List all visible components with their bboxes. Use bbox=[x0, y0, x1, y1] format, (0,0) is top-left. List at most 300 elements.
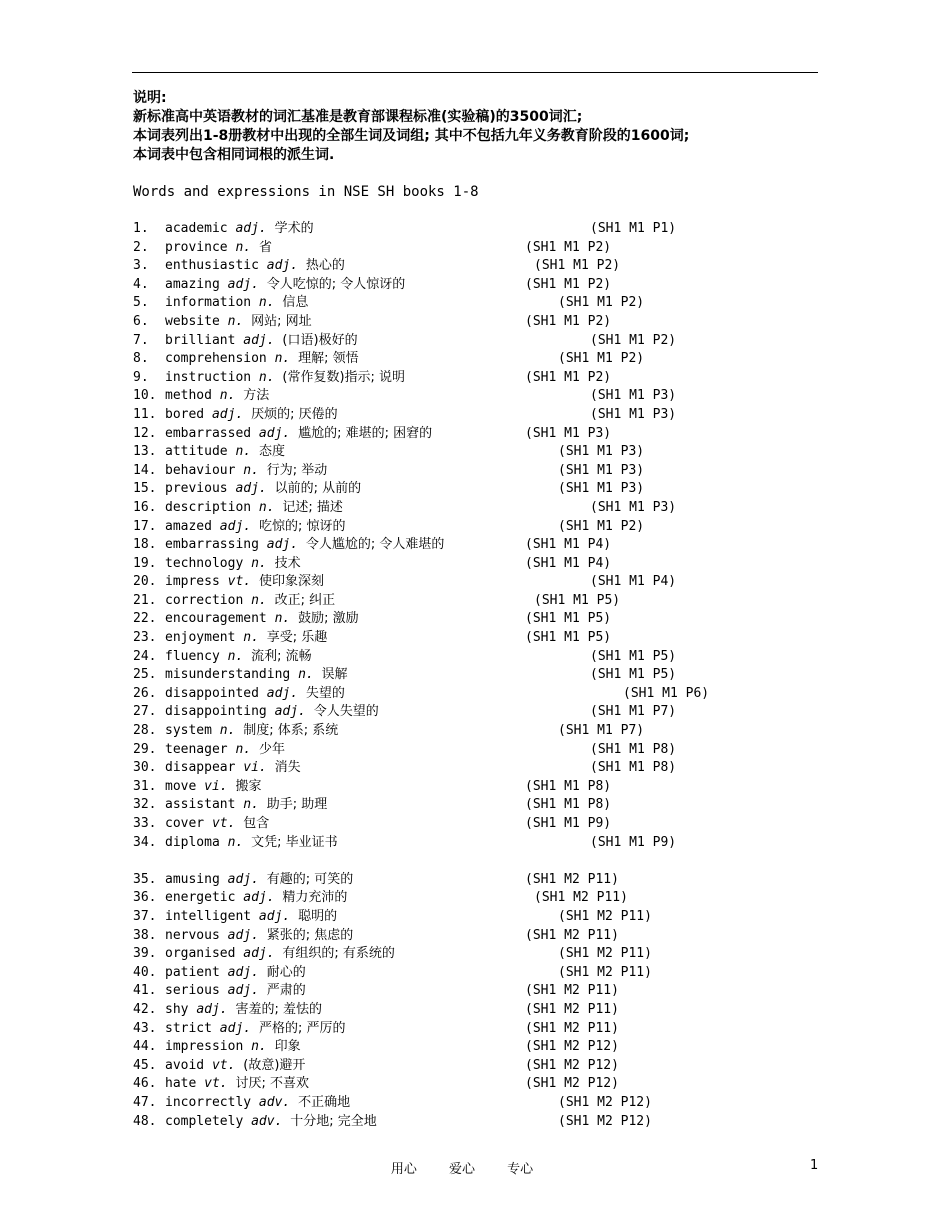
entry-number: 5. bbox=[133, 295, 149, 311]
entry-number: 35. bbox=[133, 871, 157, 887]
entry-part-of-speech: n. bbox=[258, 499, 275, 515]
entry-body bbox=[165, 480, 361, 499]
entry-part-of-speech: n. bbox=[274, 351, 291, 367]
entry-body bbox=[165, 313, 312, 332]
entry-part-of-speech: vt. bbox=[204, 1076, 228, 1092]
entry-meaning: 耐心的 bbox=[266, 964, 306, 980]
entry-part-of-speech: adj. bbox=[219, 1020, 252, 1036]
entry-meaning: 消失 bbox=[274, 760, 301, 776]
entry-body bbox=[165, 1094, 350, 1113]
entry-part-of-speech: n. bbox=[243, 797, 259, 813]
entry-word: impression bbox=[165, 1039, 244, 1055]
entry-number: 45. bbox=[133, 1057, 157, 1073]
intro-line: 本词表中包含相同词根的派生词. bbox=[133, 147, 335, 163]
entry-body bbox=[165, 220, 314, 239]
entry-reference: (SH1 M2 P12) bbox=[525, 1039, 619, 1055]
entry-number: 39. bbox=[133, 946, 157, 962]
entry-part-of-speech: adj. bbox=[227, 871, 259, 887]
entry-reference: (SH1 M2 P12) bbox=[525, 1076, 619, 1092]
word-entry bbox=[0, 257, 950, 276]
entry-reference: (SH1 M1 P8) bbox=[590, 760, 677, 776]
word-entry bbox=[0, 294, 950, 313]
entry-meaning: (故意)避开 bbox=[243, 1057, 306, 1073]
intro-line: 本词表列出1-8册教材中出现的全部生词及词组; 其中不包括九年义务教育阶段的1600词; bbox=[133, 128, 690, 144]
entry-part-of-speech: vt. bbox=[211, 816, 236, 831]
entry-number: 18. bbox=[133, 537, 157, 553]
entry-reference: (SH1 M1 P6) bbox=[623, 685, 710, 701]
word-entry bbox=[0, 555, 950, 574]
section-gap bbox=[0, 852, 950, 871]
entry-number: 17. bbox=[133, 518, 157, 534]
entry-reference: (SH1 M1 P3) bbox=[525, 425, 612, 441]
entry-meaning: 十分地; 完全地 bbox=[290, 1113, 377, 1129]
entry-meaning: 改正; 纠正 bbox=[274, 592, 336, 608]
entry-meaning: 精力充沛的 bbox=[282, 890, 348, 906]
word-entry bbox=[0, 1038, 950, 1057]
entry-word: patient bbox=[165, 964, 220, 980]
entry-body bbox=[165, 666, 348, 685]
entry-meaning: 鼓励; 激励 bbox=[298, 611, 359, 627]
entry-word: disappointing bbox=[165, 704, 267, 720]
entry-reference: (SH1 M1 P3) bbox=[558, 462, 645, 478]
entry-number: 4. bbox=[133, 276, 149, 292]
word-entry bbox=[0, 443, 950, 462]
entry-reference: (SH1 M1 P2) bbox=[558, 518, 645, 534]
entry-number: 21. bbox=[133, 592, 157, 608]
entry-meaning: 吃惊的; 惊讶的 bbox=[258, 518, 346, 534]
word-entry bbox=[0, 945, 950, 964]
page-footer bbox=[0, 1158, 950, 1178]
entry-part-of-speech: n. bbox=[251, 555, 267, 571]
entry-body bbox=[165, 499, 343, 518]
word-entry bbox=[0, 239, 950, 258]
entry-word: hate bbox=[165, 1076, 197, 1092]
entry-number: 48. bbox=[133, 1113, 157, 1129]
entry-body bbox=[165, 908, 337, 927]
entry-number: 30. bbox=[133, 760, 157, 776]
entry-meaning: (口语)极好的 bbox=[282, 332, 358, 348]
entry-number: 8. bbox=[133, 351, 149, 367]
entry-meaning: 助手; 助理 bbox=[266, 797, 328, 813]
word-entry bbox=[0, 425, 950, 444]
entry-part-of-speech: vi. bbox=[243, 760, 267, 776]
word-entry bbox=[0, 313, 950, 332]
entry-meaning: 不正确地 bbox=[298, 1094, 351, 1110]
word-entry bbox=[0, 629, 950, 648]
entry-body bbox=[165, 536, 444, 555]
entry-part-of-speech: n. bbox=[219, 723, 236, 739]
entry-part-of-speech: adj. bbox=[274, 704, 306, 720]
word-entry bbox=[0, 778, 950, 797]
entry-word: incorrectly bbox=[165, 1094, 252, 1110]
word-entry bbox=[0, 480, 950, 499]
entry-body bbox=[165, 369, 405, 388]
entry-body bbox=[165, 889, 347, 908]
entry-part-of-speech: vt. bbox=[227, 574, 252, 590]
entry-reference: (SH1 M1 P8) bbox=[590, 741, 677, 757]
entry-part-of-speech: adj. bbox=[243, 890, 275, 906]
entry-word: completely bbox=[165, 1113, 244, 1129]
word-entry bbox=[0, 536, 950, 555]
entry-reference: (SH1 M1 P1) bbox=[590, 221, 677, 236]
entry-meaning: 包含 bbox=[243, 816, 270, 831]
entry-part-of-speech: vt. bbox=[211, 1057, 236, 1073]
entry-part-of-speech: adj. bbox=[235, 481, 267, 497]
entry-meaning: 紧张的; 焦虑的 bbox=[266, 927, 354, 943]
footer-motto-word: 用心 bbox=[390, 1162, 417, 1177]
entry-number: 28. bbox=[133, 723, 157, 739]
entry-word: comprehension bbox=[165, 351, 267, 367]
intro-notes bbox=[133, 89, 689, 165]
entry-meaning: 有组织的; 有系统的 bbox=[282, 946, 395, 962]
entry-word: behaviour bbox=[165, 462, 236, 478]
footer-motto-word: 爱心 bbox=[448, 1162, 475, 1177]
word-entry bbox=[0, 573, 950, 592]
word-entry bbox=[0, 462, 950, 481]
entry-word: enthusiastic bbox=[165, 258, 259, 274]
word-entry bbox=[0, 369, 950, 388]
entry-part-of-speech: adj. bbox=[243, 332, 275, 348]
entry-meaning: 流利; 流畅 bbox=[251, 648, 312, 664]
entry-reference: (SH1 M1 P2) bbox=[558, 295, 645, 311]
entry-number: 29. bbox=[133, 741, 157, 757]
entry-body bbox=[165, 815, 269, 834]
entry-word: bored bbox=[165, 406, 205, 422]
entry-number: 14. bbox=[133, 462, 157, 478]
intro-heading: 说明: bbox=[133, 90, 167, 106]
word-entry bbox=[0, 889, 950, 908]
entry-part-of-speech: adv. bbox=[258, 1094, 291, 1110]
entry-reference: (SH1 M1 P8) bbox=[525, 778, 612, 794]
entry-part-of-speech: adv. bbox=[251, 1113, 283, 1129]
entry-word: embarrassing bbox=[165, 537, 259, 553]
entry-word: method bbox=[165, 388, 212, 404]
entry-meaning: 制度; 体系; 系统 bbox=[243, 723, 339, 739]
entry-part-of-speech: vi. bbox=[204, 778, 228, 794]
word-entry bbox=[0, 741, 950, 760]
entry-reference: (SH1 M2 P11) bbox=[558, 964, 652, 980]
word-entry bbox=[0, 685, 950, 704]
entry-reference: (SH1 M1 P5) bbox=[590, 648, 677, 664]
entry-word: enjoyment bbox=[165, 630, 236, 646]
entry-part-of-speech: adj. bbox=[258, 425, 291, 441]
entry-meaning: 以前的; 从前的 bbox=[274, 481, 362, 497]
entry-number: 2. bbox=[133, 239, 149, 255]
entry-body bbox=[165, 350, 359, 369]
entry-word: website bbox=[165, 313, 220, 329]
entry-word: instruction bbox=[165, 369, 252, 385]
entry-word: strict bbox=[165, 1020, 212, 1036]
entry-meaning: 令人吃惊的; 令人惊讶的 bbox=[266, 276, 406, 292]
word-entry bbox=[0, 1075, 950, 1094]
entry-reference: (SH1 M1 P4) bbox=[525, 555, 612, 571]
entry-meaning: 信息 bbox=[282, 295, 309, 311]
entry-part-of-speech: adj. bbox=[227, 927, 259, 943]
entry-meaning: 印象 bbox=[274, 1039, 301, 1055]
entry-meaning: 文凭; 毕业证书 bbox=[251, 834, 338, 850]
entry-word: avoid bbox=[165, 1057, 205, 1073]
entry-body bbox=[165, 945, 395, 964]
entry-part-of-speech: adj. bbox=[258, 908, 291, 924]
entry-body bbox=[165, 629, 327, 648]
entry-body bbox=[165, 1038, 301, 1057]
entry-word: province bbox=[165, 239, 228, 255]
entry-body bbox=[165, 555, 301, 574]
entry-reference: (SH1 M1 P5) bbox=[534, 592, 621, 608]
entry-body bbox=[165, 610, 359, 629]
entry-reference: (SH1 M1 P2) bbox=[525, 276, 612, 292]
entry-meaning: 有趣的; 可笑的 bbox=[266, 871, 354, 887]
entry-part-of-speech: n. bbox=[251, 592, 267, 608]
entry-reference: (SH1 M1 P2) bbox=[525, 313, 612, 329]
entry-number: 42. bbox=[133, 1001, 157, 1017]
entry-body bbox=[165, 332, 358, 351]
entry-body bbox=[165, 592, 335, 611]
word-entry bbox=[0, 499, 950, 518]
entry-word: nervous bbox=[165, 927, 220, 943]
entry-reference: (SH1 M1 P8) bbox=[525, 797, 612, 813]
entry-word: system bbox=[165, 723, 212, 739]
entry-word: encouragement bbox=[165, 611, 267, 627]
entry-word: brilliant bbox=[165, 332, 236, 348]
entry-number: 34. bbox=[133, 834, 157, 850]
entry-meaning: 害羞的; 羞怯的 bbox=[235, 1001, 322, 1017]
entry-part-of-speech: n. bbox=[219, 388, 236, 404]
entry-meaning: 严肃的 bbox=[266, 983, 306, 999]
entry-number: 10. bbox=[133, 388, 157, 404]
entry-body bbox=[165, 1075, 309, 1094]
entry-body bbox=[165, 964, 306, 983]
entry-number: 11. bbox=[133, 406, 157, 422]
entry-part-of-speech: adj. bbox=[266, 258, 299, 274]
entry-number: 3. bbox=[133, 258, 149, 274]
entry-reference: (SH1 M2 P11) bbox=[558, 946, 652, 962]
entry-part-of-speech: adj. bbox=[266, 537, 299, 553]
entry-word: impress bbox=[165, 574, 220, 590]
entry-part-of-speech: n. bbox=[243, 462, 259, 478]
entry-meaning: 令人尴尬的; 令人难堪的 bbox=[305, 537, 445, 553]
entry-part-of-speech: adj. bbox=[227, 276, 259, 292]
entry-part-of-speech: n. bbox=[235, 444, 252, 460]
entry-number: 25. bbox=[133, 667, 157, 683]
entry-word: misunderstanding bbox=[165, 667, 291, 683]
entry-reference: (SH1 M1 P2) bbox=[525, 369, 612, 385]
entry-reference: (SH1 M1 P2) bbox=[590, 332, 677, 348]
entry-reference: (SH1 M1 P3) bbox=[590, 499, 677, 515]
entry-meaning: 学术的 bbox=[274, 221, 314, 236]
entry-reference: (SH1 M1 P5) bbox=[525, 611, 612, 627]
entry-part-of-speech: adj. bbox=[227, 964, 259, 980]
entry-part-of-speech: n. bbox=[258, 369, 275, 385]
entry-reference: (SH1 M2 P11) bbox=[525, 871, 619, 887]
entry-word: disappear bbox=[165, 760, 236, 776]
word-entry bbox=[0, 648, 950, 667]
entry-part-of-speech: n. bbox=[251, 1039, 267, 1055]
word-entry bbox=[0, 1020, 950, 1039]
entry-part-of-speech: n. bbox=[235, 741, 252, 757]
entry-word: amazed bbox=[165, 518, 212, 534]
entry-body bbox=[165, 982, 306, 1001]
entry-part-of-speech: adj. bbox=[266, 685, 299, 701]
entry-word: description bbox=[165, 499, 252, 515]
word-entry bbox=[0, 666, 950, 685]
entry-reference: (SH1 M2 P11) bbox=[525, 983, 619, 999]
entry-meaning: 误解 bbox=[321, 667, 348, 683]
entry-word: serious bbox=[165, 983, 220, 999]
entry-reference: (SH1 M1 P3) bbox=[590, 388, 677, 404]
entry-reference: (SH1 M1 P2) bbox=[525, 239, 612, 255]
entry-number: 23. bbox=[133, 630, 157, 646]
entry-part-of-speech: adj. bbox=[235, 221, 267, 236]
entry-number: 33. bbox=[133, 816, 157, 831]
page-number: 1 bbox=[810, 1158, 819, 1173]
word-list-title: Words and expressions in NSE SH books 1-8 bbox=[133, 184, 479, 200]
entry-reference: (SH1 M2 P12) bbox=[525, 1057, 619, 1073]
word-entry bbox=[0, 387, 950, 406]
entry-number: 47. bbox=[133, 1094, 157, 1110]
entry-number: 36. bbox=[133, 890, 157, 906]
entry-reference: (SH1 M2 P11) bbox=[525, 1001, 619, 1017]
entry-part-of-speech: n. bbox=[274, 611, 291, 627]
word-entry bbox=[0, 908, 950, 927]
word-entry bbox=[0, 332, 950, 351]
word-entry bbox=[0, 406, 950, 425]
entry-reference: (SH1 M2 P12) bbox=[558, 1113, 652, 1129]
entry-body bbox=[165, 1057, 305, 1076]
entry-meaning: 理解; 领悟 bbox=[298, 351, 359, 367]
entry-number: 32. bbox=[133, 797, 157, 813]
entry-reference: (SH1 M2 P11) bbox=[525, 927, 619, 943]
entry-number: 20. bbox=[133, 574, 157, 590]
entry-body bbox=[165, 1001, 322, 1020]
entry-part-of-speech: n. bbox=[298, 667, 314, 683]
entry-word: teenager bbox=[165, 741, 228, 757]
entry-number: 7. bbox=[133, 332, 149, 348]
entry-body bbox=[165, 462, 327, 481]
entry-word: assistant bbox=[165, 797, 236, 813]
entry-number: 26. bbox=[133, 685, 157, 701]
entry-body bbox=[165, 294, 308, 313]
entry-number: 24. bbox=[133, 648, 157, 664]
entry-number: 19. bbox=[133, 555, 157, 571]
word-entry bbox=[0, 276, 950, 295]
entry-word: move bbox=[165, 778, 197, 794]
entry-reference: (SH1 M1 P9) bbox=[525, 816, 612, 831]
entry-body bbox=[165, 443, 285, 462]
entry-word: attitude bbox=[165, 444, 228, 460]
word-entry bbox=[0, 796, 950, 815]
entry-meaning: 网站; 网址 bbox=[251, 313, 312, 329]
entry-meaning: 讨厌; 不喜欢 bbox=[235, 1076, 309, 1092]
entry-meaning: (常作复数)指示; 说明 bbox=[282, 369, 406, 385]
entry-part-of-speech: adj. bbox=[196, 1001, 228, 1017]
entry-number: 1. bbox=[133, 221, 149, 236]
entry-part-of-speech: n. bbox=[243, 630, 259, 646]
entry-meaning: 失望的 bbox=[305, 685, 345, 701]
entry-body bbox=[165, 1113, 377, 1132]
entry-word: shy bbox=[165, 1001, 189, 1017]
entry-reference: (SH1 M1 P3) bbox=[590, 406, 677, 422]
entry-part-of-speech: n. bbox=[258, 295, 275, 311]
word-entry bbox=[0, 815, 950, 834]
entry-number: 15. bbox=[133, 481, 157, 497]
entry-body bbox=[165, 741, 285, 760]
entry-word: amusing bbox=[165, 871, 220, 887]
entry-body bbox=[165, 518, 345, 537]
entry-body bbox=[165, 573, 324, 592]
entry-body bbox=[165, 685, 345, 704]
entry-body bbox=[165, 406, 338, 425]
entry-meaning: 行为; 举动 bbox=[266, 462, 328, 478]
entry-word: correction bbox=[165, 592, 244, 608]
entry-part-of-speech: n. bbox=[227, 313, 244, 329]
entry-body bbox=[165, 871, 353, 890]
entry-word: amazing bbox=[165, 276, 220, 292]
entry-number: 46. bbox=[133, 1076, 157, 1092]
footer-motto-word: 专心 bbox=[507, 1162, 534, 1177]
word-entry bbox=[0, 518, 950, 537]
word-entry bbox=[0, 759, 950, 778]
entry-number: 44. bbox=[133, 1039, 157, 1055]
entry-body bbox=[165, 759, 301, 778]
entry-body bbox=[165, 722, 338, 741]
entry-reference: (SH1 M2 P11) bbox=[525, 1020, 619, 1036]
entry-reference: (SH1 M2 P11) bbox=[534, 890, 628, 906]
entry-word: fluency bbox=[165, 648, 220, 664]
word-entry bbox=[0, 871, 950, 890]
entry-meaning: 搬家 bbox=[235, 778, 262, 794]
entry-meaning: 厌烦的; 厌倦的 bbox=[251, 406, 338, 422]
entry-word: intelligent bbox=[165, 908, 252, 924]
entry-body bbox=[165, 239, 272, 258]
word-entry bbox=[0, 610, 950, 629]
entry-body bbox=[165, 778, 261, 797]
entry-number: 9. bbox=[133, 369, 149, 385]
entry-meaning: 令人失望的 bbox=[313, 704, 379, 720]
word-entry bbox=[0, 1094, 950, 1113]
entry-body bbox=[165, 834, 338, 853]
entry-body bbox=[165, 648, 312, 667]
entry-word: previous bbox=[165, 481, 228, 497]
entry-reference: (SH1 M1 P4) bbox=[525, 537, 612, 553]
entry-number: 16. bbox=[133, 499, 157, 515]
entry-part-of-speech: adj. bbox=[243, 946, 275, 962]
entry-number: 31. bbox=[133, 778, 157, 794]
word-entry bbox=[0, 350, 950, 369]
word-entry bbox=[0, 1001, 950, 1020]
word-entry bbox=[0, 834, 950, 853]
entry-reference: (SH1 M1 P3) bbox=[558, 481, 645, 497]
entry-body bbox=[165, 425, 432, 444]
entry-body bbox=[165, 927, 353, 946]
entry-body bbox=[165, 387, 269, 406]
entry-reference: (SH1 M2 P12) bbox=[558, 1094, 652, 1110]
entry-number: 13. bbox=[133, 444, 157, 460]
entry-part-of-speech: adj. bbox=[211, 406, 244, 422]
entry-reference: (SH1 M2 P11) bbox=[558, 908, 652, 924]
entry-word: information bbox=[165, 295, 252, 311]
entry-word: academic bbox=[165, 221, 228, 236]
top-rule bbox=[132, 72, 818, 73]
entry-part-of-speech: adj. bbox=[219, 518, 252, 534]
word-entry bbox=[0, 703, 950, 722]
word-list bbox=[0, 220, 950, 1131]
entry-number: 37. bbox=[133, 908, 157, 924]
entry-part-of-speech: n. bbox=[235, 239, 252, 255]
entry-reference: (SH1 M1 P3) bbox=[558, 444, 645, 460]
entry-number: 38. bbox=[133, 927, 157, 943]
word-entry bbox=[0, 1113, 950, 1132]
